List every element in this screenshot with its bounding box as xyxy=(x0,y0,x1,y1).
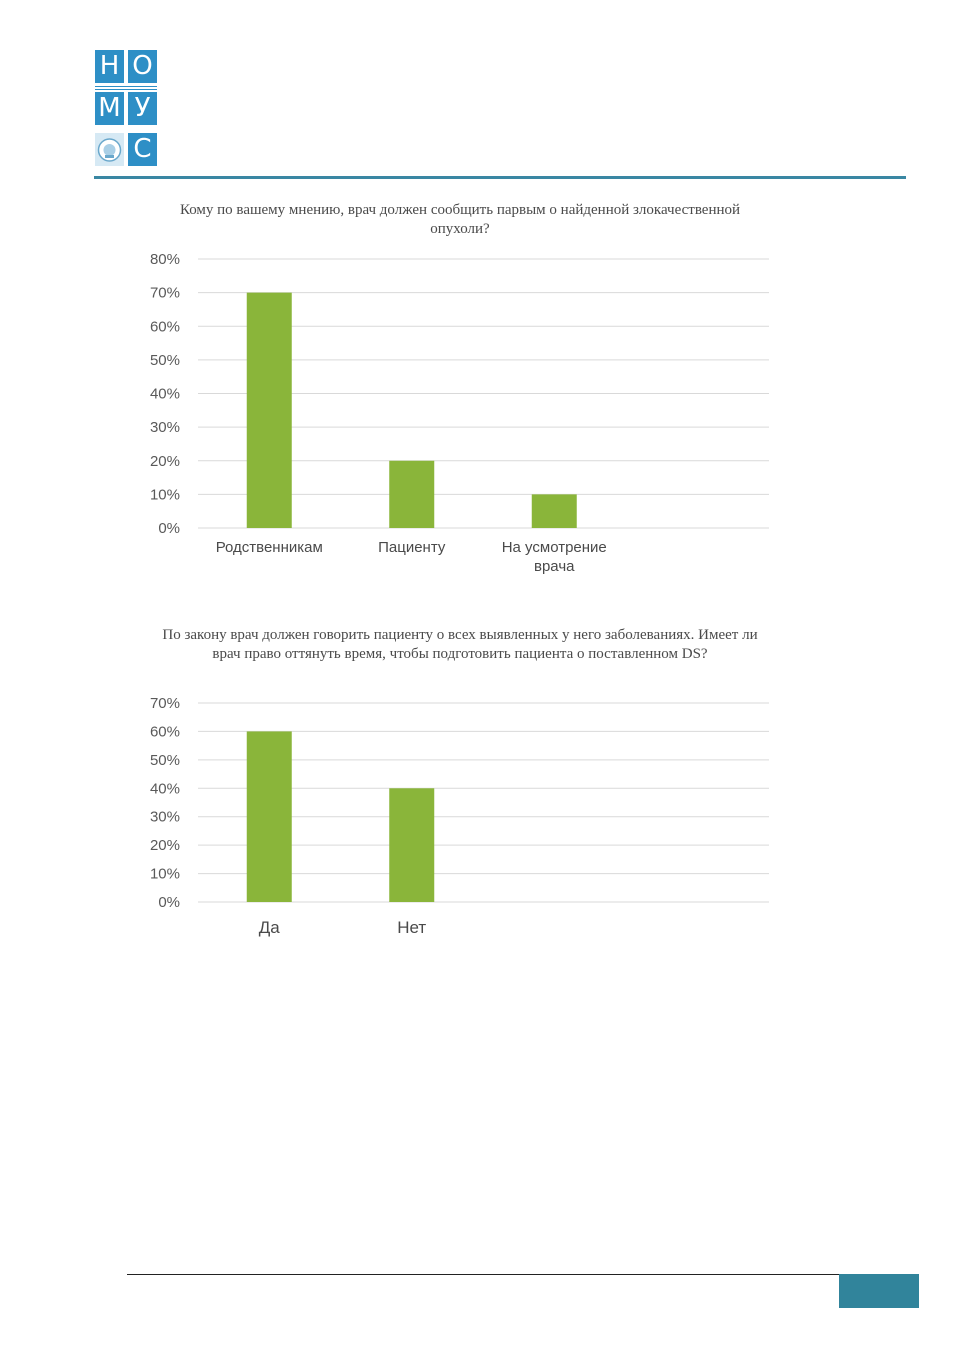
y-tick-label: 40% xyxy=(149,385,180,403)
y-tick-label: 30% xyxy=(149,808,180,826)
logo xyxy=(95,50,157,166)
x-category-label: Нет xyxy=(397,918,427,937)
logo-letter-1: Н xyxy=(95,50,124,83)
page-number-box xyxy=(839,1274,919,1308)
chart-1 xyxy=(130,245,790,585)
footer-divider xyxy=(127,1274,839,1275)
y-tick-label: 70% xyxy=(149,284,180,302)
logo-divider xyxy=(95,89,157,90)
logo-letter-4: У xyxy=(128,92,157,125)
bar-1 xyxy=(247,293,292,528)
logo-letter-2: О xyxy=(128,50,157,83)
y-tick-label: 20% xyxy=(149,452,180,470)
bar-3 xyxy=(532,494,577,528)
logo-divider xyxy=(95,86,157,87)
logo-letter-3: М xyxy=(95,92,124,125)
chart-1-title: Кому по вашему мнению, врач должен сообщить парвым о найденной злокачественной опухоли? xyxy=(179,202,741,237)
x-category-label: Да xyxy=(258,918,280,937)
y-tick-label: 60% xyxy=(149,723,180,741)
y-tick-label: 10% xyxy=(149,486,180,504)
logo-letter-5: С xyxy=(128,133,157,166)
bar-2 xyxy=(389,461,434,528)
y-tick-label: 20% xyxy=(149,837,180,855)
header-divider xyxy=(94,176,906,179)
y-tick-label: 50% xyxy=(149,351,180,369)
chart-2 xyxy=(130,690,790,950)
x-category-label: Пациенту xyxy=(378,539,446,556)
bar-1 xyxy=(247,731,292,902)
chart-2-title: По закону врач должен говорить пациенту о всех выявленных у него заболеваниях. Имеет ли врач право оттянуть время, чтобы подготовить пациента о поставленном DS? xyxy=(162,627,758,662)
x-category-label: На усмотрение врача xyxy=(501,539,607,575)
y-tick-label: 0% xyxy=(158,894,180,911)
y-tick-label: 60% xyxy=(149,318,180,336)
y-tick-label: 30% xyxy=(149,419,180,437)
x-category-label: Родственникам xyxy=(215,539,323,556)
y-tick-label: 0% xyxy=(158,520,180,537)
y-tick-label: 80% xyxy=(149,251,180,268)
y-tick-label: 10% xyxy=(149,865,180,883)
y-tick-label: 70% xyxy=(149,695,180,712)
bar-2 xyxy=(389,788,434,902)
y-tick-label: 50% xyxy=(149,751,180,769)
emblem-icon xyxy=(95,133,124,166)
y-tick-label: 40% xyxy=(149,780,180,798)
